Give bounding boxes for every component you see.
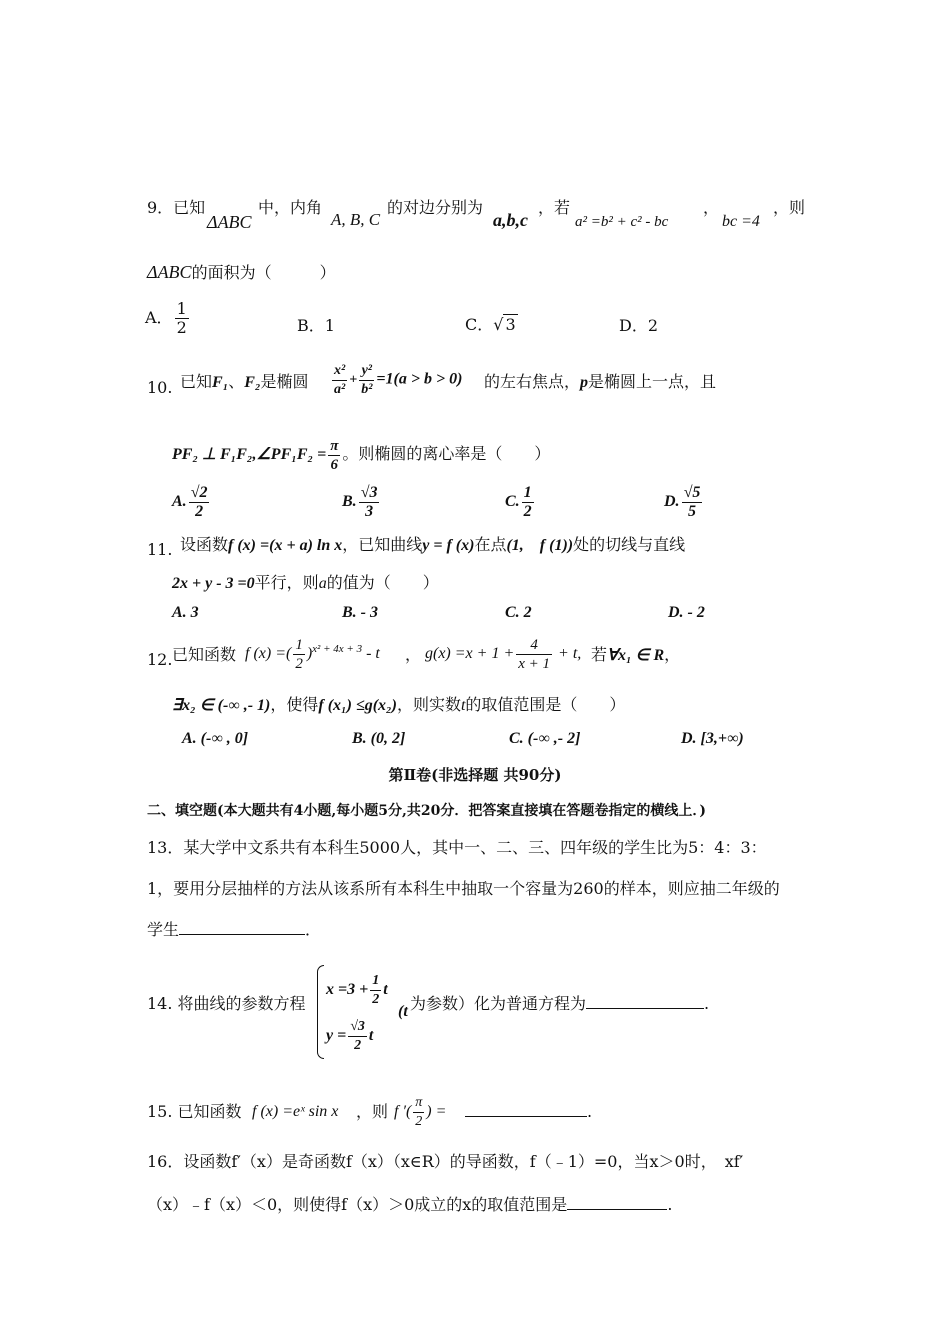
- q12-text5: ，则实数: [396, 695, 461, 714]
- frac-den: 2: [176, 318, 187, 337]
- option-label: C．: [465, 315, 494, 334]
- q15-dot: .: [587, 1102, 593, 1121]
- q15-derivative: [394, 1094, 446, 1131]
- frac-num: y²: [359, 362, 374, 381]
- g-lhs: g(x) =x + 1 +: [425, 645, 515, 663]
- q10-line2: [172, 437, 550, 474]
- f-exponent: x² + 4x + 3: [312, 642, 363, 655]
- frac-num: 1: [295, 637, 303, 653]
- frac-den: 2: [415, 1114, 423, 1129]
- q14-text1: 14. 将曲线的参数方程: [147, 994, 306, 1013]
- q10-p: p: [580, 374, 589, 391]
- option-label: C.: [505, 493, 520, 511]
- q12-t: t: [460, 697, 466, 714]
- q12-option-a[interactable]: A. (-∞ , 0]: [182, 730, 249, 747]
- q9-option-c[interactable]: [465, 312, 518, 335]
- q14-dot: .: [704, 994, 710, 1013]
- option-label: D.: [664, 493, 680, 511]
- q13-line2: 1，要用分层抽样的方法从该系所有本科生中抽取一个容量为260的样本，则应抽二年级的: [147, 879, 780, 898]
- q10-f1: F₁: [212, 374, 229, 391]
- q10-option-b[interactable]: B. $\frac{√3}{3}$: [342, 484, 378, 520]
- q15-answer-blank[interactable]: [465, 1102, 587, 1117]
- frac-den: x + 1: [518, 656, 551, 672]
- q14-x-eq: [326, 972, 388, 1009]
- q10-sep: 、: [228, 372, 245, 391]
- q11-option-d[interactable]: D. - 2: [668, 604, 705, 621]
- option-label: A．: [145, 308, 173, 327]
- q11-text4: 处的切线与直线: [573, 535, 686, 554]
- f-lhs: f (x) =(: [245, 645, 292, 663]
- q13-answer-blank[interactable]: [179, 920, 305, 935]
- q10-condition: PF₂ ⊥ F₁F₂,∠PF₁F₂ =: [172, 446, 327, 464]
- q10-number: 10.: [147, 378, 173, 397]
- frac-den: 2: [195, 503, 204, 520]
- section-2-title: 第Ⅱ卷(非选择题 共90分): [388, 766, 562, 784]
- frac-num: 1: [370, 972, 381, 991]
- q10-text4: 是椭圆上一点，且: [588, 372, 717, 391]
- q12-number: 12.: [147, 650, 173, 669]
- q11-a: a: [318, 575, 327, 592]
- q16-line2: [147, 1195, 672, 1215]
- x-t: t: [383, 981, 388, 999]
- frac-den: 5: [687, 503, 696, 520]
- frac-num: 1: [523, 484, 532, 501]
- frac-den: 6: [330, 457, 339, 473]
- q9-triangle-2: ΔABC: [147, 262, 192, 282]
- q13-dot: ．: [305, 920, 322, 939]
- q11-option-b[interactable]: B. - 3: [342, 604, 378, 621]
- q9-cond1: a² =b² + c² - bc: [575, 214, 669, 230]
- q10-text3: 的左右焦点，: [484, 372, 581, 391]
- q11-curve: y = f (x): [422, 537, 475, 554]
- radicand: 2: [199, 484, 208, 501]
- q15-text2: ，则: [356, 1102, 389, 1121]
- q12-exists: ∃x₂ ∈ (-∞ ,- 1): [172, 697, 271, 714]
- q10-text2: 是椭圆: [260, 372, 309, 391]
- q9-line1: [147, 198, 205, 218]
- q16-answer-blank[interactable]: [567, 1195, 667, 1210]
- q14-answer-blank[interactable]: [586, 994, 704, 1009]
- q9-cond2: bc =4: [722, 213, 760, 230]
- q12-text2: 若: [591, 645, 608, 664]
- q12-line2: [172, 695, 625, 716]
- q11-number: 11.: [147, 540, 173, 559]
- option-label: A.: [172, 493, 187, 511]
- q12-f-def: [245, 636, 380, 673]
- q11-option-a[interactable]: A. 3: [172, 604, 199, 621]
- ellipse-rest: =1(a > b > 0): [376, 370, 463, 388]
- f-rp: ): [306, 645, 313, 663]
- q12-forall: ∀x₁ ∈ R: [607, 647, 665, 664]
- f-tail: - t: [362, 645, 380, 663]
- q11-point: (1, f (1)): [506, 537, 574, 554]
- q16-text: （x）﹣f（x）＜0，则使得f（x）＞0成立的x的取值范围是: [147, 1195, 568, 1214]
- frac-den: 2: [372, 992, 380, 1007]
- q9-number: 9．已知: [147, 198, 206, 217]
- q11-line1: [180, 535, 685, 556]
- q9-text2: 的对边分别为: [387, 198, 484, 217]
- frac-num: π: [413, 1094, 424, 1113]
- frac-den: 2: [523, 503, 532, 520]
- q12-line1-end: [591, 645, 680, 666]
- q13-line1: 13．某大学中文系共有本科生5000人，其中一、二、三、四年级的学生比为5：4：3：: [147, 838, 767, 857]
- q9-text1: 中，内角: [258, 198, 323, 217]
- option-label: B.: [342, 493, 357, 511]
- q10-text1: 已知: [180, 372, 213, 391]
- q11-text1: 设函数: [180, 535, 229, 554]
- q12-inequality: f (x₁) ≤g(x₂): [318, 697, 397, 714]
- q11-option-c[interactable]: C. 2: [505, 604, 532, 621]
- plus: +: [349, 372, 358, 388]
- q9-option-d[interactable]: D．2: [619, 316, 659, 335]
- q10-line1b: [484, 372, 716, 393]
- q11-line-eq: 2x + y - 3 =0: [172, 575, 255, 592]
- radicand: 3: [369, 484, 378, 501]
- q9-text5: ，则: [773, 198, 806, 217]
- q10-option-a[interactable]: A. $\frac{√2}{2}$: [172, 484, 208, 520]
- q12-text6: 的取值范围是（ ）: [465, 695, 626, 714]
- q14-paren-t: (t: [398, 1003, 408, 1020]
- q15-text1: 15. 已知函数: [147, 1102, 242, 1121]
- q13-text: 学生: [147, 920, 180, 939]
- q16-dot: .: [667, 1195, 673, 1214]
- q11-text2: ，已知曲线: [342, 535, 423, 554]
- q10-option-d[interactable]: D. $\frac{√5}{5}$: [664, 484, 701, 520]
- frac-den: 2: [354, 1038, 362, 1053]
- q12-comma: ，: [405, 645, 422, 664]
- q15-function: f (x) =eˣ sin x: [252, 1103, 339, 1120]
- q13-line3: [147, 920, 321, 940]
- q12-text4: ，使得: [270, 695, 319, 714]
- q14-text2: [410, 994, 709, 1014]
- fill-in-heading: 二、填空题(本大题共有4小题,每小题5分,共20分．把答案直接填在答题卷指定的横线上．): [147, 803, 706, 819]
- q9-area-text: 的面积为（ ）: [191, 263, 336, 282]
- radicand: 5: [692, 484, 701, 501]
- brace-symbol: [317, 965, 324, 1059]
- q9-option-a[interactable]: [145, 300, 191, 337]
- x-lhs: x =3 +: [326, 981, 369, 999]
- frac-num: x²: [332, 362, 347, 381]
- frac-den: 3: [365, 503, 374, 520]
- frac-num: 4: [516, 636, 552, 655]
- frac-den: a²: [334, 382, 346, 397]
- q11-line2: [172, 573, 439, 594]
- frac-num: 1: [176, 299, 187, 318]
- radicand: 3: [505, 315, 516, 334]
- q12-text3: ，: [664, 645, 681, 664]
- q12-text1: 已知函数: [172, 645, 237, 664]
- g-tail: + t,: [554, 645, 582, 663]
- q9-option-b[interactable]: B．1: [297, 316, 335, 335]
- q10-f2: F₂: [244, 374, 261, 391]
- q16-line1: 16．设函数f′（x）是奇函数f（x）（x∈R）的导函数，f（﹣1）=0，当x＞0时， xf′: [147, 1152, 744, 1171]
- q14-y-eq: y = $\frac{√3}{2}$ t: [326, 1019, 374, 1053]
- q11-text6: 的值为（ ）: [326, 573, 439, 592]
- q11-text5: 平行，则: [254, 573, 319, 592]
- q11-function: f (x) =(x + a) ln x: [228, 537, 343, 554]
- q12-g-def: [425, 636, 581, 673]
- q12-option-d[interactable]: D. [3,+∞): [681, 730, 744, 747]
- q9-triangle: ΔABC: [207, 212, 252, 232]
- frac-den: b²: [361, 382, 373, 397]
- radicand: 3: [357, 1019, 365, 1034]
- q9-line2: [147, 262, 336, 283]
- frac-num: π: [330, 438, 339, 454]
- q10-option-c[interactable]: [505, 484, 536, 521]
- q9-text3: ，若: [538, 198, 571, 217]
- q14-text: 为参数）化为普通方程为: [410, 994, 587, 1013]
- q9-text4: ，: [703, 198, 720, 217]
- sqrt-symbol: √ 3: [493, 315, 516, 334]
- frac-den: 2: [295, 656, 303, 672]
- y-t: t: [368, 1027, 374, 1045]
- q10-ellipse: [330, 362, 462, 399]
- fp-rest: ) =: [426, 1103, 447, 1121]
- y-lhs: y =: [326, 1027, 347, 1045]
- q9-angles: A, B, C: [331, 210, 381, 229]
- fp-lhs: f ′(: [394, 1103, 412, 1121]
- q12-option-b[interactable]: B. (0, 2]: [352, 730, 406, 747]
- q9-sides: a,b,c: [493, 210, 528, 230]
- q12-option-c[interactable]: C. (-∞ ,- 2]: [509, 730, 581, 747]
- q11-text3: 在点: [474, 535, 507, 554]
- q15-answer: [465, 1102, 592, 1122]
- q10-question: 。则椭圆的离心率是（ ）: [342, 446, 551, 464]
- q10-line1: [180, 372, 309, 393]
